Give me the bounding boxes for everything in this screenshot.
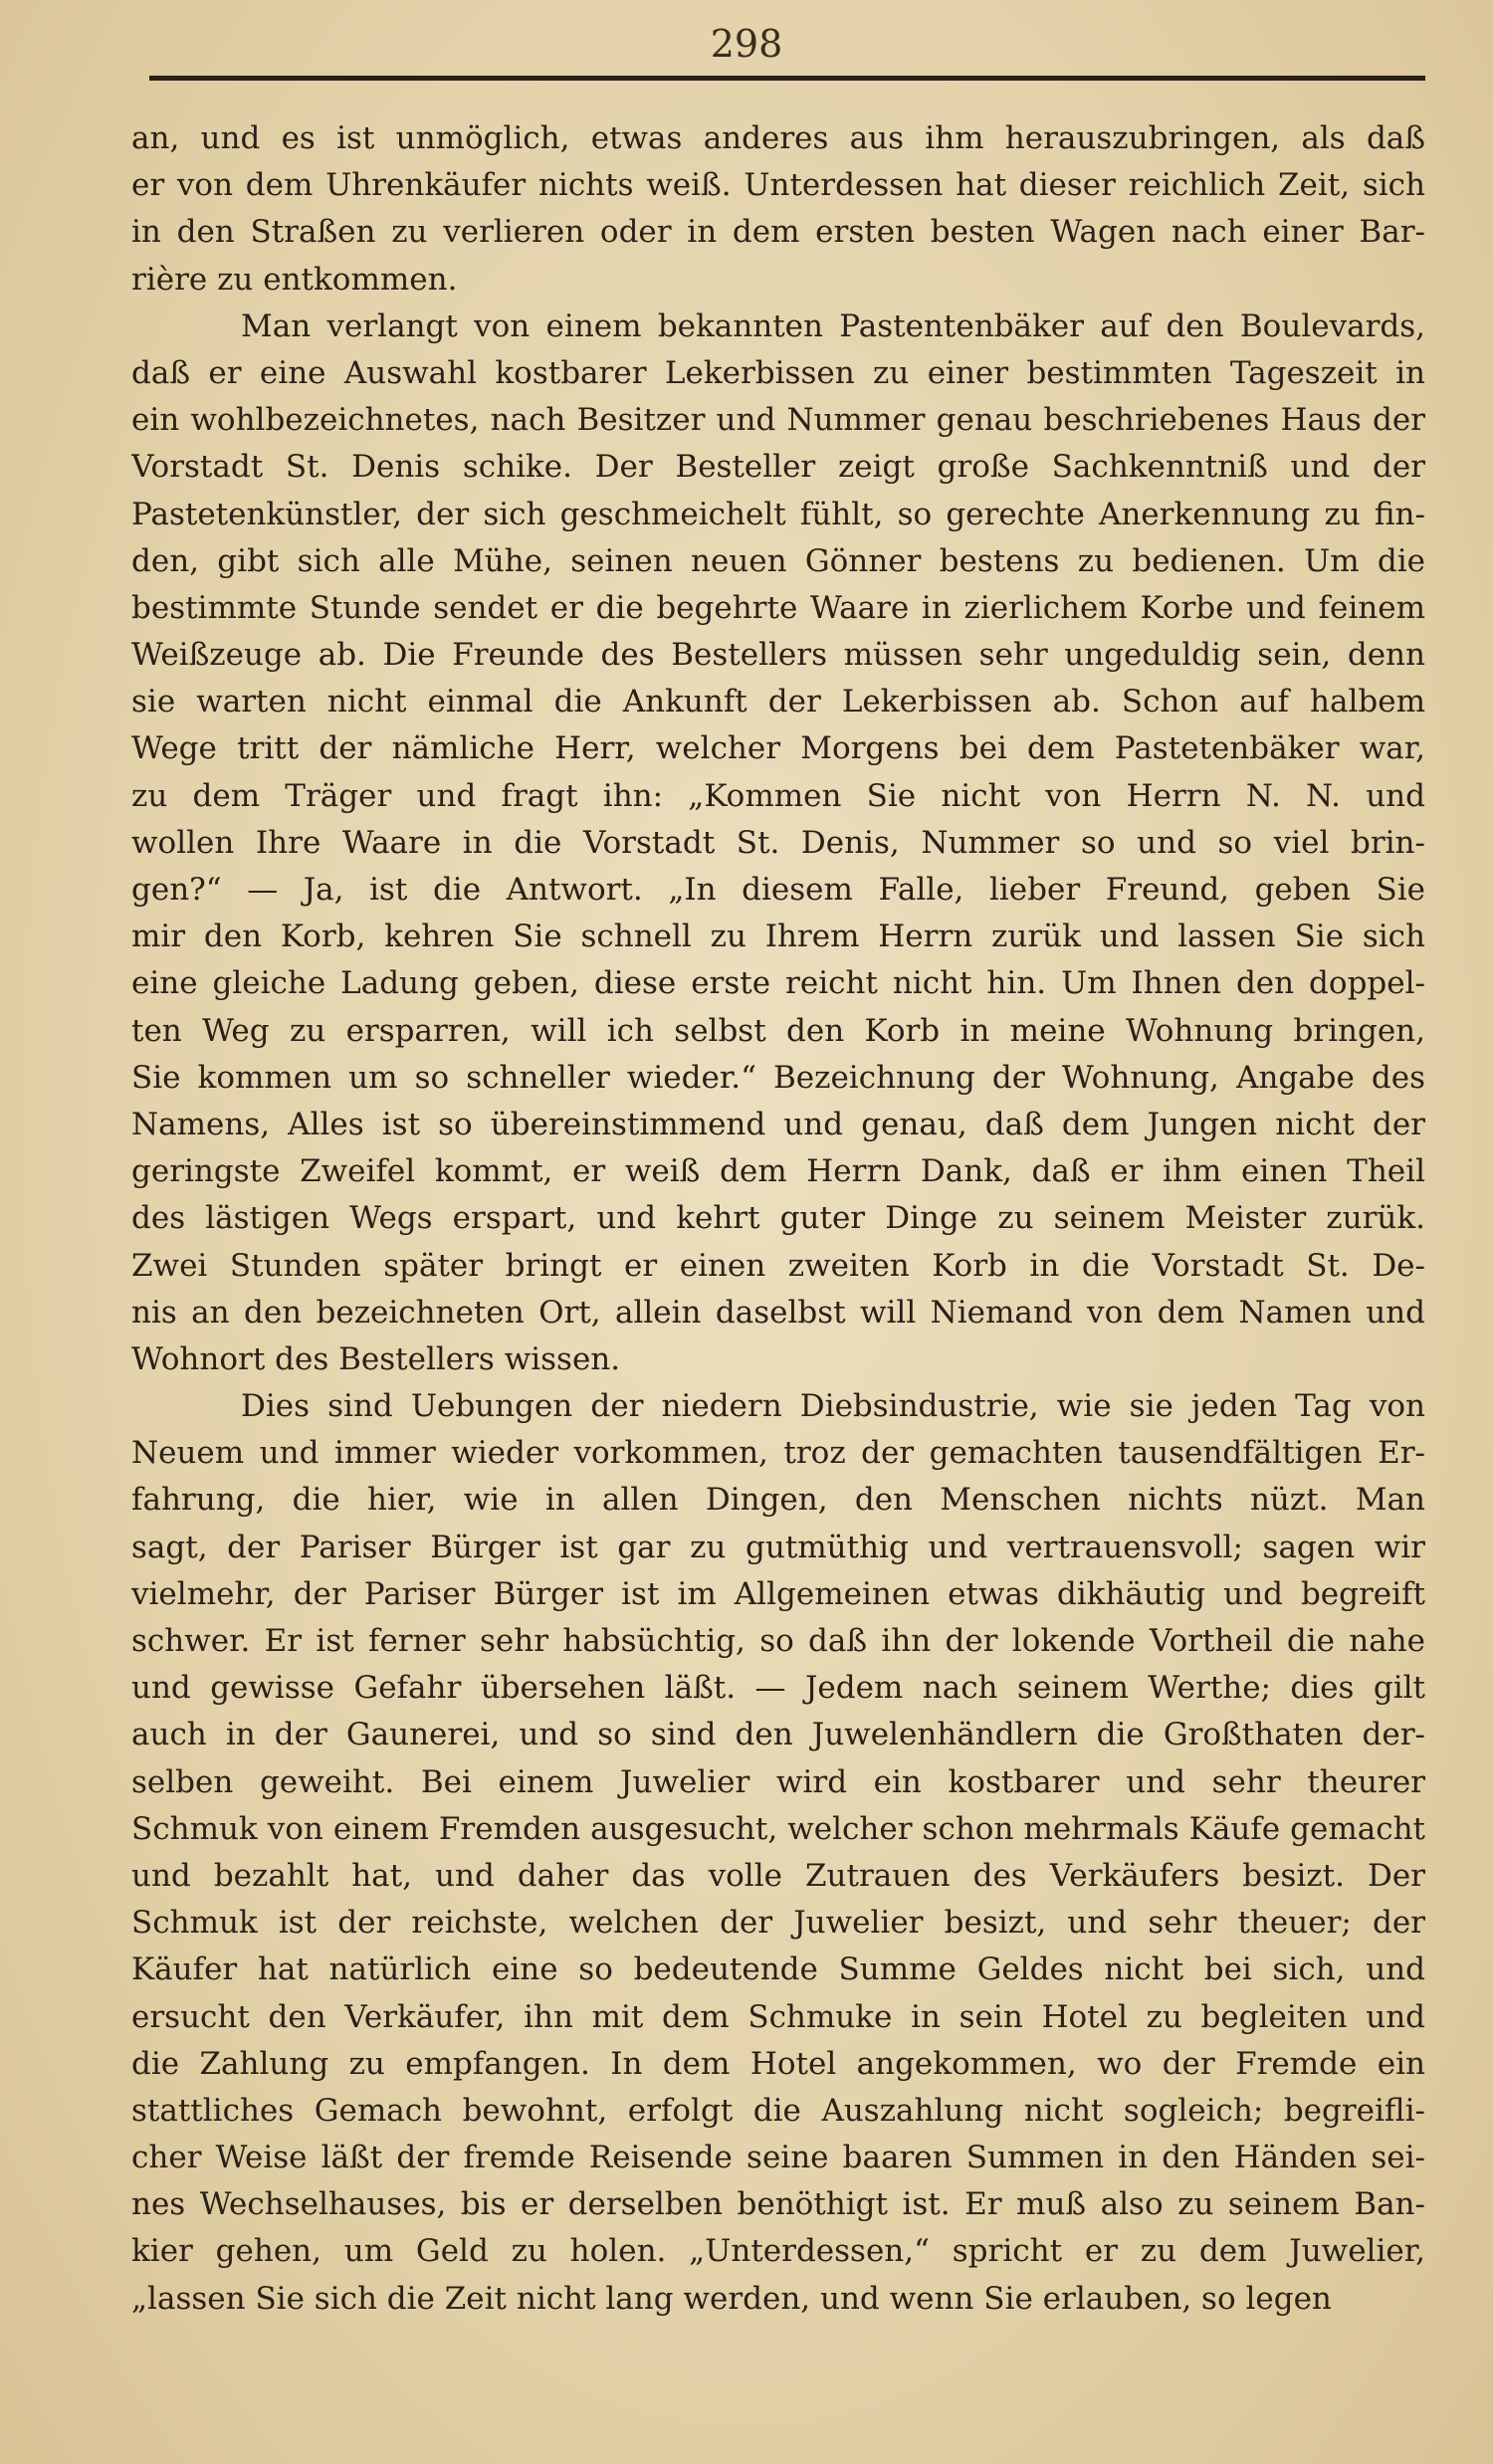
text-line: Sie kommen um so schneller wieder.“ Bezeichnung der Wohnung, Angabe des bbox=[131, 1059, 1425, 1096]
text-line: an, und es ist unmöglich, etwas anderes aus ihm herauszubringen, als daß bbox=[131, 120, 1425, 156]
text-line: sagt, der Pariser Bürger ist gar zu gutmüthig und vertrauensvoll; sagen wir bbox=[131, 1529, 1425, 1565]
text-line: Weißzeuge ab. Die Freunde des Bestellers müssen sehr ungeduldig sein, denn bbox=[131, 637, 1425, 674]
text-line: daß er eine Auswahl kostbarer Lekerbissen zu einer bestimmten Tageszeit in bbox=[131, 354, 1425, 391]
text-line: selben geweiht. Bei einem Juwelier wird ein kostbarer und sehr theurer bbox=[131, 1763, 1425, 1800]
text-line: geringste Zweifel kommt, er weiß dem Herrn Dank, daß er ihm einen Theil bbox=[131, 1153, 1425, 1190]
text-line: er von dem Uhrenkäufer nichts weiß. Unterdessen hat dieser reichlich Zeit, sich bbox=[131, 167, 1425, 204]
text-line: zu dem Träger und fragt ihn: „Kommen Sie nicht von Herrn N. N. und bbox=[131, 777, 1425, 814]
text-line: Vorstadt St. Denis schike. Der Besteller zeigt große Sachkenntniß und der bbox=[131, 449, 1425, 486]
text-line: „lassen Sie sich die Zeit nicht lang werden, und wenn Sie erlauben, so legen bbox=[131, 2280, 1332, 2317]
text-line: eine gleiche Ladung geben, diese erste reicht nicht hin. Um Ihnen den doppel- bbox=[131, 965, 1425, 1002]
text-line: Schmuk ist der reichste, welchen der Juwelier besizt, und sehr theuer; der bbox=[131, 1905, 1425, 1942]
text-line: bestimmte Stunde sendet er die begehrte Waare in zierlichem Korbe und feinem bbox=[131, 589, 1425, 626]
text-line: schwer. Er ist ferner sehr habsüchtig, so daß ihn der lokende Vortheil die nahe bbox=[131, 1623, 1425, 1659]
paragraph bbox=[131, 1383, 1425, 2323]
text-line: mir den Korb, kehren Sie schnell zu Ihrem Herrn zurük und lassen Sie sich bbox=[131, 919, 1425, 955]
text-line: Käufer hat natürlich eine so bedeutende Summe Geldes nicht bei sich, und bbox=[131, 1951, 1425, 1988]
text-line: Pastetenkünstler, der sich geschmeichelt fühlt, so gerechte Anerkennung zu fin- bbox=[131, 496, 1425, 532]
text-line: stattliches Gemach bewohnt, erfolgt die Auszahlung nicht sogleich; begreifli- bbox=[131, 2092, 1425, 2129]
text-line: Schmuk von einem Fremden ausgesucht, welcher schon mehrmals Käufe gemacht bbox=[131, 1810, 1425, 1847]
text-line: Man verlangt von einem bekannten Pastentenbäker auf den Boulevards, bbox=[241, 308, 1425, 344]
text-line: kier gehen, um Geld zu holen. „Unterdessen,“ spricht er zu dem Juwelier, bbox=[131, 2233, 1425, 2270]
text-line: nes Wechselhauses, bis er derselben benöthigt ist. Er muß also zu seinem Ban- bbox=[131, 2186, 1425, 2223]
text-line: Dies sind Uebungen der niedern Diebsindustrie, wie sie jeden Tag von bbox=[241, 1388, 1425, 1425]
text-line: auch in der Gaunerei, und so sind den Juwelenhändlern die Großthaten der- bbox=[131, 1717, 1425, 1753]
text-line: cher Weise läßt der fremde Reisende seine baaren Summen in den Händen sei- bbox=[131, 2140, 1425, 2176]
text-line: Wege tritt der nämliche Herr, welcher Morgens bei dem Pastetenbäker war, bbox=[131, 730, 1425, 767]
header-rule bbox=[149, 76, 1425, 81]
text-line: Wohnort des Bestellers wissen. bbox=[131, 1340, 621, 1377]
text-line: und bezahlt hat, und daher das volle Zutrauen des Verkäufers besizt. Der bbox=[131, 1857, 1425, 1894]
text-line: ten Weg zu ersparren, will ich selbst den Korb in meine Wohnung bringen, bbox=[131, 1012, 1425, 1049]
text-line: den, gibt sich alle Mühe, seinen neuen Gönner bestens zu bedienen. Um die bbox=[131, 542, 1425, 579]
text-line: Namens, Alles ist so übereinstimmend und genau, daß dem Jungen nicht der bbox=[131, 1106, 1425, 1142]
text-line: vielmehr, der Pariser Bürger ist im Allgemeinen etwas dikhäutig und begreift bbox=[131, 1575, 1425, 1612]
text-line: gen?“ — Ja, ist die Antwort. „In diesem Falle, lieber Freund, geben Sie bbox=[131, 872, 1425, 908]
body-text bbox=[131, 115, 1425, 2323]
text-line: wollen Ihre Waare in die Vorstadt St. Denis, Nummer so und so viel brin- bbox=[131, 824, 1425, 861]
text-line: ein wohlbezeichnetes, nach Besitzer und Nummer genau beschriebenes Haus der bbox=[131, 402, 1425, 439]
text-line: nis an den bezeichneten Ort, allein daselbst will Niemand von dem Namen und bbox=[131, 1294, 1425, 1331]
page-number: 298 bbox=[710, 22, 783, 66]
text-line: ersucht den Verkäufer, ihn mit dem Schmuke in sein Hotel zu begleiten und bbox=[131, 1998, 1425, 2035]
text-line: Neuem und immer wieder vorkommen, troz der gemachten tausendfältigen Er- bbox=[131, 1435, 1425, 1472]
text-line: fahrung, die hier, wie in allen Dingen, den Menschen nichts nüzt. Man bbox=[131, 1482, 1425, 1519]
text-line: die Zahlung zu empfangen. In dem Hotel angekommen, wo der Fremde ein bbox=[131, 2045, 1425, 2082]
paragraph bbox=[131, 115, 1425, 304]
text-line: rière zu entkommen. bbox=[131, 261, 458, 298]
text-line: Zwei Stunden später bringt er einen zweiten Korb in die Vorstadt St. De- bbox=[131, 1247, 1425, 1284]
text-line: in den Straßen zu verlieren oder in dem ersten besten Wagen nach einer Bar- bbox=[131, 214, 1425, 251]
text-line: sie warten nicht einmal die Ankunft der Lekerbissen ab. Schon auf halbem bbox=[131, 684, 1425, 720]
text-line: und gewisse Gefahr übersehen läßt. — Jedem nach seinem Werthe; dies gilt bbox=[131, 1670, 1425, 1707]
paragraph bbox=[131, 304, 1425, 1383]
text-line: des lästigen Wegs erspart, und kehrt guter Dinge zu seinem Meister zurük. bbox=[131, 1200, 1425, 1237]
